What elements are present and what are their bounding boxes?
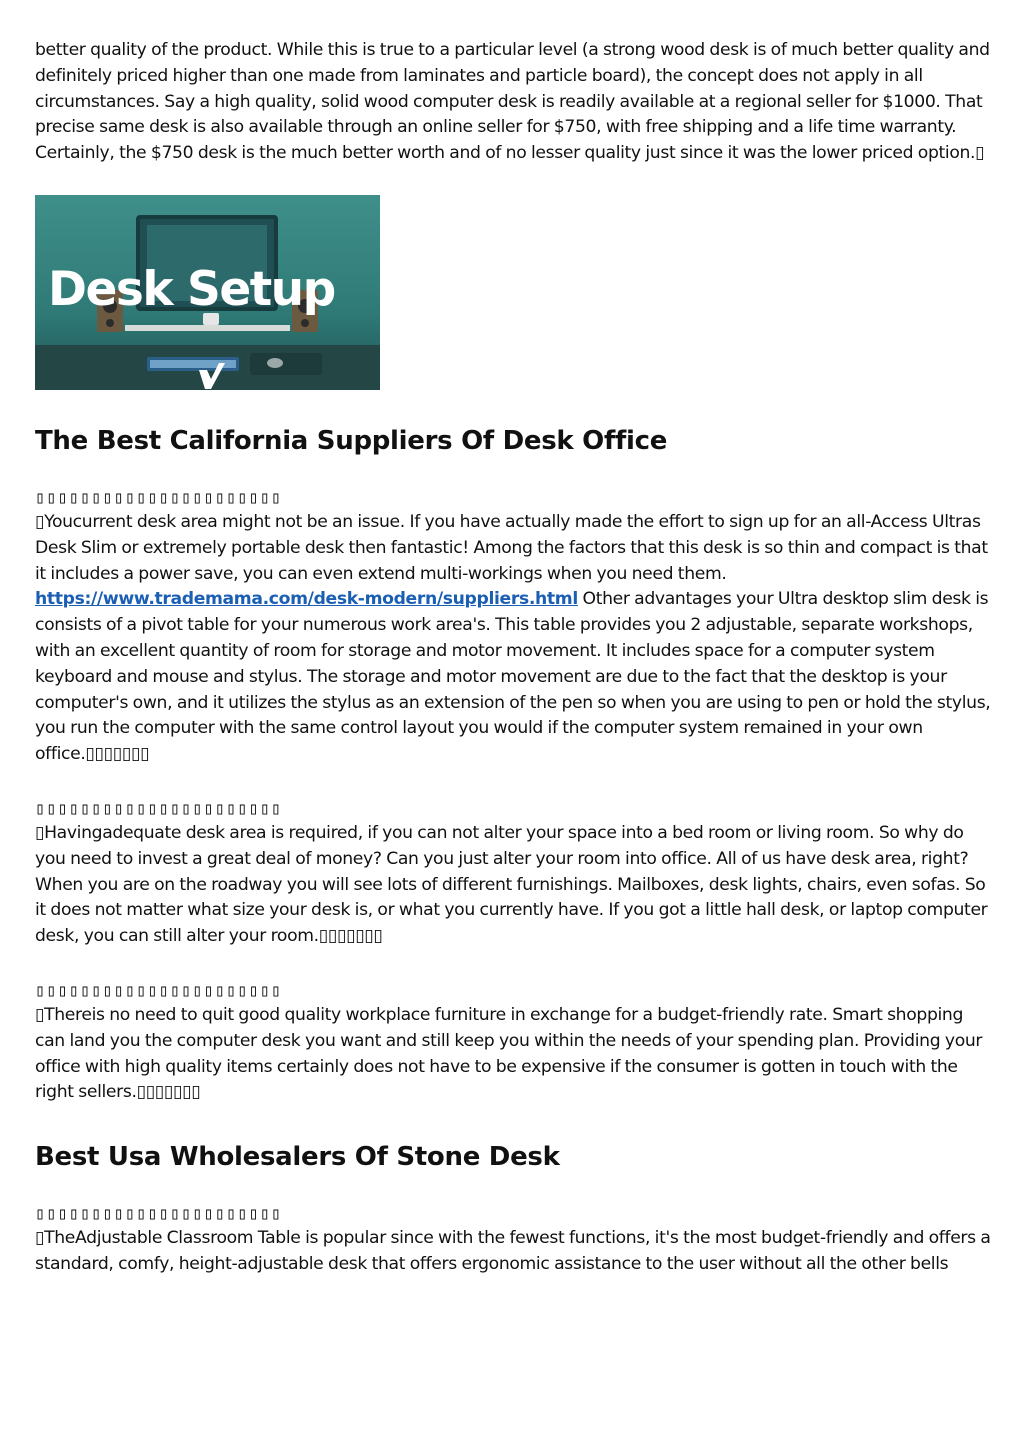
- desk-setup-image: [35, 195, 380, 390]
- suppliers-link[interactable]: https://www.trademama.com/desk-modern/suppliers.html: [35, 589, 578, 610]
- placeholder-glyphs: ▯▯▯▯▯▯▯▯▯▯▯▯▯▯▯▯▯▯▯▯▯▯: [35, 487, 283, 508]
- section-heading-stone-desk: Best Usa Wholesalers Of Stone Desk: [35, 1142, 560, 1173]
- intro-paragraph: better quality of the product. While this is true to a particular level (a strong wood desk is of much better quality and definitely priced higher than one made from laminates and particle board), the concept does not apply in all circumstances. Say a high quality, solid wood computer desk is readily available at a regional seller for $1000. That precise same desk is also available through an online seller for $750, with free shipping and a life time warranty. Certainly, the $750 desk is the much better worth and of no lesser quality just since it was the lower priced option.▯: [35, 40, 990, 164]
- document-page: [35, 38, 995, 1278]
- placeholder-glyphs: ▯▯▯▯▯▯▯▯▯▯▯▯▯▯▯▯▯▯▯▯▯▯: [35, 798, 283, 819]
- paragraph-text: ▯Youcurrent desk area might not be an issue. If you have actually made the effort to sign up for an all-Access Ultras Desk Slim or extremely portable desk then fantastic! Among the factors that this desk is so thin and compact is that it includes a power save, you can even extend multi-workings when you need them.: [35, 511, 988, 584]
- hero-title: Desk Setup: [48, 261, 335, 317]
- paragraph-quality-furniture: ▯Thereis no need to quit good quality workplace furniture in exchange for a budget-friendly rate. Smart shopping can land you the computer desk you want and still keep you within the needs of your spending plan. Providing your office with high quality items certainly does not have to be expensive if the consumer is gotten in touch with the right sellers.▯▯▯▯▯▯▯: [35, 1004, 983, 1103]
- placeholder-glyphs: ▯▯▯▯▯▯▯▯▯▯▯▯▯▯▯▯▯▯▯▯▯▯: [35, 980, 283, 1001]
- paragraph-classroom-table: ▯TheAdjustable Classroom Table is popular since with the fewest functions, it's the most budget-friendly and offers a standard, comfy, height-adjustable desk that offers ergonomic assistance to the user without all the other bells: [35, 1228, 991, 1274]
- paragraph-text: Other advantages your Ultra desktop slim desk is consists of a pivot table for your numerous work area's. This table provides you 2 adjustable, separate workshops, with an excellent quantity of room for storage and motor movement. It includes space for a computer system keyboard and mouse and stylus. The storage and motor movement are due to the fact that the desktop is your computer's own, and it utilizes the stylus as an extension of the pen so when you are using to pen or hold the stylus, you run the computer with the same control layout you would if the computer system remained in your own office.▯▯▯▯▯▯▯: [35, 589, 991, 765]
- section-heading-california: The Best California Suppliers Of Desk Office: [35, 425, 668, 456]
- placeholder-glyphs: ▯▯▯▯▯▯▯▯▯▯▯▯▯▯▯▯▯▯▯▯▯▯: [35, 1204, 283, 1225]
- paragraph-adequate-desk: ▯Havingadequate desk area is required, if you can not alter your space into a bed room or living room. So why do you need to invest a great deal of money? Can you just alter your room into office. All of us have desk area, right? When you are on the roadway you will see lots of different furnishings. Mailboxes, desk lights, chairs, even sofas. So it does not matter what size your desk is, or what you currently have. If you got a little hall desk, or laptop computer desk, you can still alter your room.▯▯▯▯▯▯▯: [35, 822, 988, 947]
- paragraph-desk-area: [35, 510, 995, 768]
